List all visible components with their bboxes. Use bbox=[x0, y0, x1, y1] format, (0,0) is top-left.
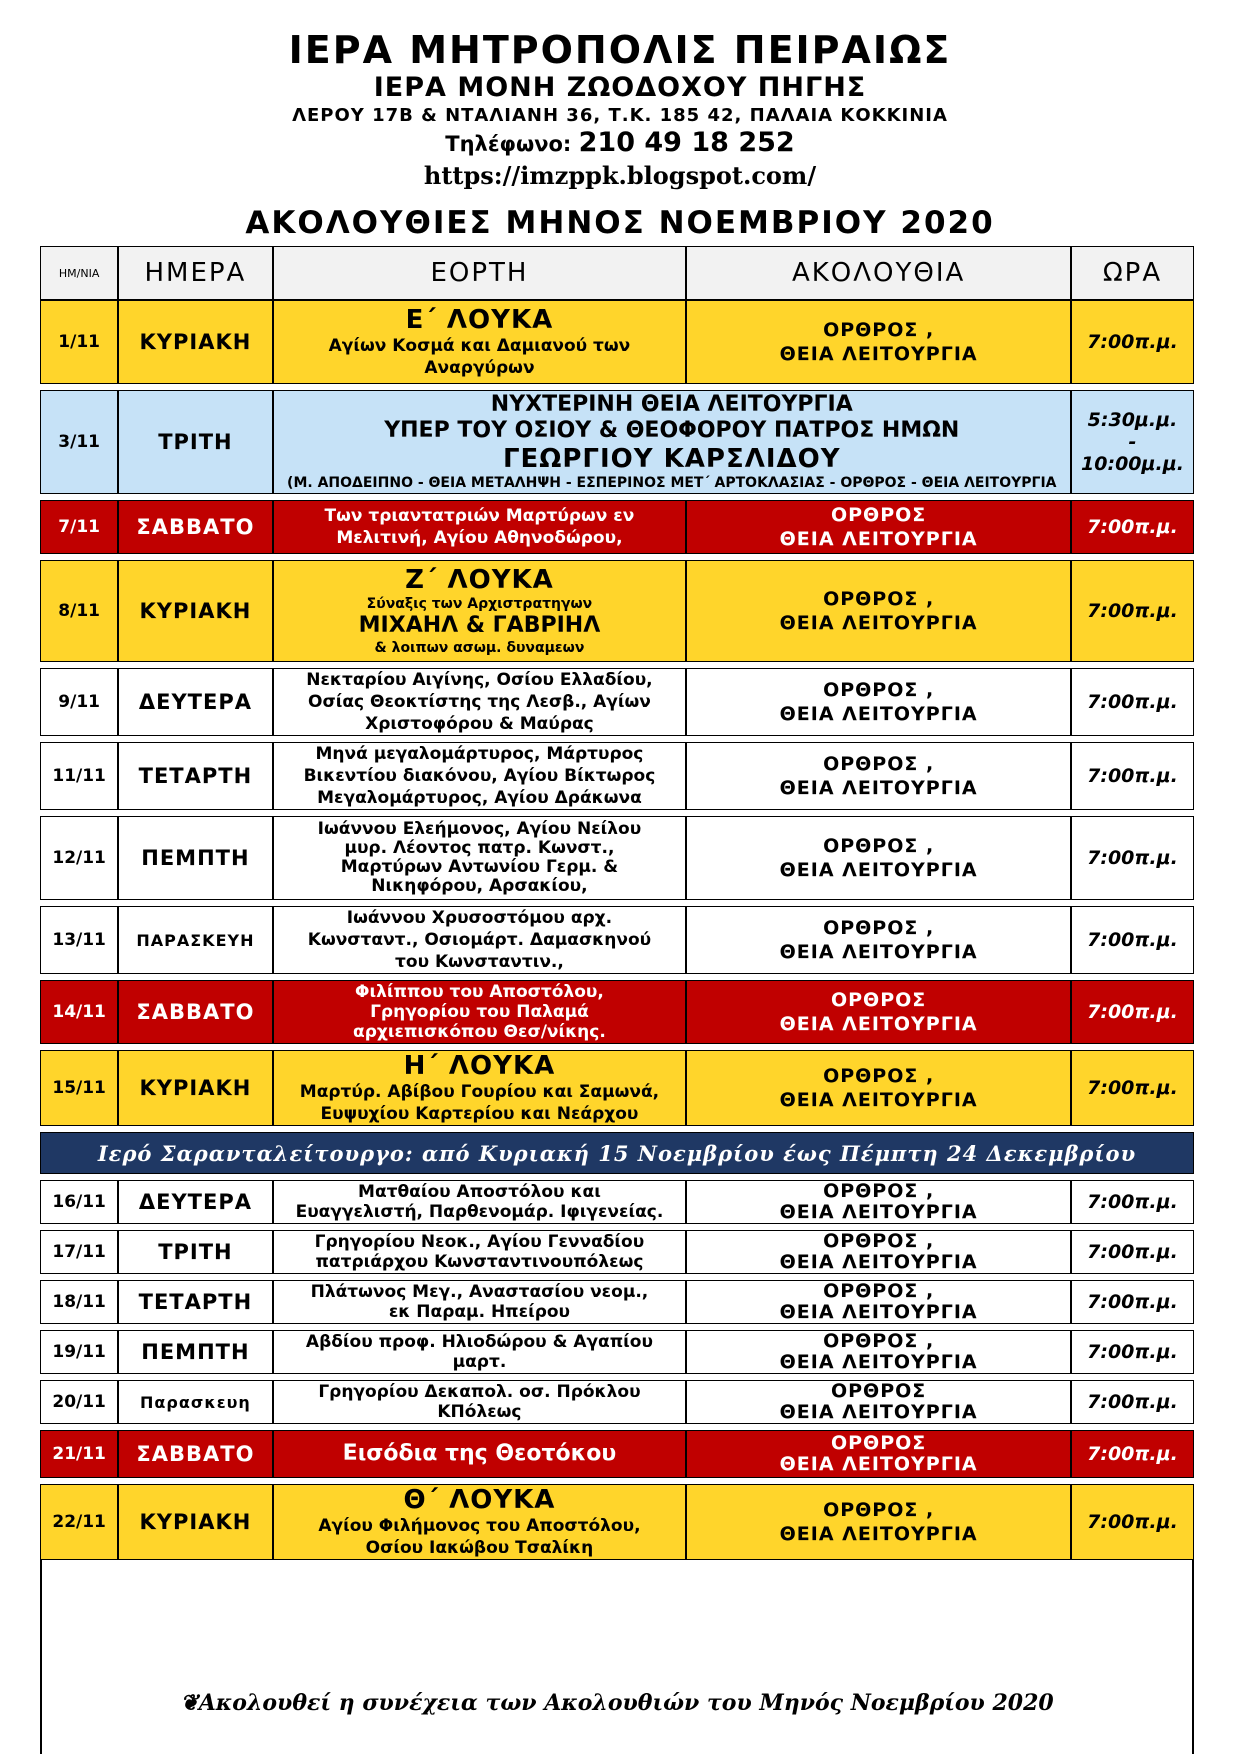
feast-line: Των τριαντατριών Μαρτύρων εν bbox=[324, 506, 635, 526]
row-service bbox=[686, 668, 1071, 736]
service-line: ΘΕΙΑ ΛΕΙΤΟΥΡΓΙΑ bbox=[779, 1089, 978, 1111]
feast-line: Ιωάννου Ελεήμονος, Αγίου Νείλου bbox=[317, 819, 642, 839]
feast-line: Μαρτύρ. Αβίβου Γουρίου και Σαμωνά, bbox=[299, 1082, 660, 1102]
row-date: 21/11 bbox=[40, 1430, 118, 1478]
feast-line: Νεκταρίου Αιγίνης, Οσίου Ελλαδίου, bbox=[306, 670, 653, 690]
service-line: ΘΕΙΑ ΛΕΙΤΟΥΡΓΙΑ bbox=[779, 941, 978, 963]
table-row bbox=[40, 1230, 1194, 1274]
feast-line: Μεγαλομάρτυρος, Αγίου Δράκωνα bbox=[317, 788, 642, 808]
row-service bbox=[686, 742, 1071, 810]
row-time: 7:00π.μ. bbox=[1071, 1430, 1194, 1478]
feast-title: Θ΄ ΛΟΥΚΑ bbox=[403, 1485, 556, 1515]
row-service bbox=[686, 560, 1071, 662]
service-line: ΘΕΙΑ ΛΕΙΤΟΥΡΓΙΑ bbox=[779, 528, 978, 550]
feast-title: ΓΕΩΡΓΙΟΥ ΚΑΡΣΛΙΔΟΥ bbox=[502, 444, 841, 474]
row-time: 7:00π.μ. bbox=[1071, 500, 1194, 554]
row-day: ΤΕΤΑΡΤΗ bbox=[118, 742, 272, 810]
service-line: ΟΡΘΡΟΣ , bbox=[823, 835, 935, 857]
row-service bbox=[686, 1330, 1071, 1374]
row-day: Παρασκευη bbox=[118, 1380, 272, 1424]
time-line: 10:00μ.μ. bbox=[1081, 453, 1184, 475]
row-service bbox=[686, 1380, 1071, 1424]
feast-line: μαρτ. bbox=[452, 1352, 507, 1372]
service-line: ΘΕΙΑ ΛΕΙΤΟΥΡΓΙΑ bbox=[779, 703, 978, 725]
row-date: 7/11 bbox=[40, 500, 118, 554]
continuation-text: Ακολουθεί η συνέχεια των Ακολουθιών του Μηνός Νοεμβρίου 2020 bbox=[198, 1690, 1054, 1716]
service-line: ΟΡΘΡΟΣ , bbox=[823, 753, 935, 775]
table-row bbox=[40, 500, 1194, 554]
feast-line: Γρηγορίου Δεκαπολ. οσ. Πρόκλου bbox=[318, 1382, 641, 1402]
feast-line: Σύναξις των Αρχιστρατηγων bbox=[366, 596, 593, 612]
row-service bbox=[686, 300, 1071, 384]
feast-line: μυρ. Λέοντος πατρ. Κωνστ., bbox=[344, 838, 615, 858]
row-service bbox=[686, 980, 1071, 1044]
page-title: ΑΚΟΛΟΥΘΙΕΣ ΜΗΝΟΣ ΝΟΕΜΒΡΙΟΥ 2020 bbox=[245, 205, 995, 241]
row-date: 16/11 bbox=[40, 1180, 118, 1224]
row-date: 15/11 bbox=[40, 1050, 118, 1126]
feast-line: Γρηγορίου του Παλαμά bbox=[370, 1002, 589, 1022]
col-header-date: ΗΜ/ΝΙΑ bbox=[40, 246, 118, 300]
address: ΛΕΡΟΥ 17Β & ΝΤΑΛΙΑΝΗ 36, Τ.Κ. 185 42, ΠΑΛΑΙΑ ΚΟΚΚΙΝΙΑ bbox=[292, 105, 948, 126]
service-line: ΘΕΙΑ ΛΕΙΤΟΥΡΓΙΑ bbox=[779, 1523, 978, 1545]
time-line: - bbox=[1128, 431, 1137, 453]
row-feast bbox=[273, 742, 687, 810]
table-row bbox=[40, 668, 1194, 736]
feast-line: ΝΥΧΤΕΡΙΝΗ ΘΕΙΑ ΛΕΙΤΟΥΡΓΙΑ bbox=[490, 392, 853, 417]
row-service bbox=[686, 1050, 1071, 1126]
service-line: ΟΡΘΡΟΣ , bbox=[823, 588, 935, 610]
row-feast bbox=[273, 1050, 687, 1126]
row-feast bbox=[273, 1484, 687, 1560]
feast-line: Μελιτινή, Αγίου Αθηνοδώρου, bbox=[336, 528, 623, 548]
table-row bbox=[40, 1484, 1194, 1560]
service-line: ΘΕΙΑ ΛΕΙΤΟΥΡΓΙΑ bbox=[779, 1301, 978, 1323]
row-date: 17/11 bbox=[40, 1230, 118, 1274]
row-time: 7:00π.μ. bbox=[1071, 980, 1194, 1044]
row-day: ΔΕΥΤΕΡΑ bbox=[118, 1180, 272, 1224]
row-feast bbox=[273, 1280, 687, 1324]
table-row bbox=[40, 980, 1194, 1044]
table-row bbox=[40, 1050, 1194, 1126]
row-day: ΚΥΡΙΑΚΗ bbox=[118, 300, 272, 384]
banner-text: Ιερό Σαρανταλείτουργο: από Κυριακή 15 Νοεμβρίου έως Πέμπτη 24 Δεκεμβρίου bbox=[40, 1132, 1194, 1174]
feast-line: & λοιπων ασωμ. δυναμεων bbox=[374, 640, 585, 656]
feast-line: Αγίου Φιλήμονος του Αποστόλου, bbox=[318, 1516, 641, 1536]
row-day: ΤΕΤΑΡΤΗ bbox=[118, 1280, 272, 1324]
document-header bbox=[0, 28, 1240, 193]
service-line: ΘΕΙΑ ΛΕΙΤΟΥΡΓΙΑ bbox=[779, 1013, 978, 1035]
row-feast bbox=[273, 668, 687, 736]
row-service bbox=[686, 816, 1071, 900]
saranteleitourgo-banner bbox=[40, 1132, 1194, 1174]
feast-line: Γρηγορίου Νεοκ., Αγίου Γενναδίου bbox=[314, 1232, 645, 1252]
table-row bbox=[40, 1180, 1194, 1224]
service-line: ΟΡΘΡΟΣ bbox=[830, 989, 927, 1011]
feast-line: Βικεντίου διακόνου, Αγίου Βίκτωρος bbox=[303, 766, 656, 786]
service-line: ΟΡΘΡΟΣ , bbox=[823, 679, 935, 701]
schedule-table bbox=[40, 246, 1194, 1560]
metropolis-name: ΙΕΡΑ ΜΗΤΡΟΠΟΛΙΣ ΠΕΙΡΑΙΩΣ bbox=[288, 28, 952, 72]
table-row bbox=[40, 300, 1194, 384]
row-feast bbox=[273, 1180, 687, 1224]
row-day: ΚΥΡΙΑΚΗ bbox=[118, 1050, 272, 1126]
row-time bbox=[1071, 390, 1194, 494]
service-line: ΟΡΘΡΟΣ bbox=[830, 1380, 927, 1402]
col-header-day: ΗΜΕΡΑ bbox=[118, 246, 272, 300]
row-date: 8/11 bbox=[40, 560, 118, 662]
row-day: ΠΕΜΠΤΗ bbox=[118, 816, 272, 900]
row-feast bbox=[273, 816, 687, 900]
feast-title: Ε΄ ΛΟΥΚΑ bbox=[405, 305, 554, 335]
row-day: ΤΡΙΤΗ bbox=[118, 1230, 272, 1274]
row-feast bbox=[273, 906, 687, 974]
phone-number: 210 49 18 252 bbox=[578, 127, 795, 158]
row-feast bbox=[273, 500, 687, 554]
feast-line: Ιωάννου Χρυσοστόμου αρχ. bbox=[346, 908, 613, 928]
table-row bbox=[40, 390, 1194, 494]
row-time: 7:00π.μ. bbox=[1071, 1230, 1194, 1274]
row-time: 7:00π.μ. bbox=[1071, 300, 1194, 384]
row-feast bbox=[273, 390, 1071, 494]
feast-line: αρχιεπισκόπου Θεσ/νίκης. bbox=[353, 1022, 606, 1042]
time-line: 5:30μ.μ. bbox=[1087, 409, 1178, 431]
feast-title: Η΄ ΛΟΥΚΑ bbox=[403, 1051, 556, 1081]
row-feast bbox=[273, 560, 687, 662]
service-line: ΘΕΙΑ ΛΕΙΤΟΥΡΓΙΑ bbox=[779, 1201, 978, 1223]
row-day: ΠΕΜΠΤΗ bbox=[118, 1330, 272, 1374]
row-date: 14/11 bbox=[40, 980, 118, 1044]
service-line: ΘΕΙΑ ΛΕΙΤΟΥΡΓΙΑ bbox=[779, 343, 978, 365]
feast-line: πατριάρχου Κωνσταντινουπόλεως bbox=[315, 1252, 644, 1272]
row-feast bbox=[273, 1230, 687, 1274]
row-date: 13/11 bbox=[40, 906, 118, 974]
row-time: 7:00π.μ. bbox=[1071, 1280, 1194, 1324]
feast-title: ΜΙΧΑΗΛ & ΓΑΒΡΙΗΛ bbox=[358, 613, 601, 638]
row-day: ΚΥΡΙΑΚΗ bbox=[118, 1484, 272, 1560]
service-line: ΘΕΙΑ ΛΕΙΤΟΥΡΓΙΑ bbox=[779, 1251, 978, 1273]
col-header-feast: ΕΟΡΤΗ bbox=[273, 246, 687, 300]
service-line: ΘΕΙΑ ΛΕΙΤΟΥΡΓΙΑ bbox=[779, 1401, 978, 1423]
continuation-note bbox=[40, 1690, 1194, 1716]
row-service bbox=[686, 1180, 1071, 1224]
col-header-time: ΩΡΑ bbox=[1071, 246, 1194, 300]
row-time: 7:00π.μ. bbox=[1071, 1180, 1194, 1224]
row-service bbox=[686, 1484, 1071, 1560]
row-feast bbox=[273, 1430, 687, 1478]
feast-line: ΚΠόλεως bbox=[437, 1402, 522, 1422]
row-date: 12/11 bbox=[40, 816, 118, 900]
row-date: 20/11 bbox=[40, 1380, 118, 1424]
table-row bbox=[40, 1430, 1194, 1478]
row-day: ΚΥΡΙΑΚΗ bbox=[118, 560, 272, 662]
row-time: 7:00π.μ. bbox=[1071, 1380, 1194, 1424]
col-header-service: ΑΚΟΛΟΥΘΙΑ bbox=[686, 246, 1071, 300]
service-line: ΟΡΘΡΟΣ , bbox=[823, 917, 935, 939]
service-line: ΟΡΘΡΟΣ , bbox=[823, 1065, 935, 1087]
feast-title: Εισόδια της Θεοτόκου bbox=[342, 1441, 617, 1466]
phone bbox=[0, 128, 1240, 159]
table-row bbox=[40, 906, 1194, 974]
table-row bbox=[40, 816, 1194, 900]
row-service bbox=[686, 1280, 1071, 1324]
service-line: ΟΡΘΡΟΣ , bbox=[823, 1230, 935, 1252]
service-line: ΟΡΘΡΟΣ , bbox=[823, 319, 935, 341]
row-feast bbox=[273, 980, 687, 1044]
row-service bbox=[686, 500, 1071, 554]
row-day: ΣΑΒΒΑΤΟ bbox=[118, 980, 272, 1044]
row-date: 1/11 bbox=[40, 300, 118, 384]
row-date: 9/11 bbox=[40, 668, 118, 736]
row-date: 3/11 bbox=[40, 390, 118, 494]
service-line: ΟΡΘΡΟΣ , bbox=[823, 1330, 935, 1352]
row-service bbox=[686, 1430, 1071, 1478]
service-line: ΟΡΘΡΟΣ , bbox=[823, 1180, 935, 1202]
feast-line: του Κωνσταντιν., bbox=[395, 952, 564, 972]
service-line: ΟΡΘΡΟΣ , bbox=[823, 1499, 935, 1521]
row-date: 19/11 bbox=[40, 1330, 118, 1374]
phone-label: Τηλέφωνο: bbox=[445, 132, 572, 156]
service-line: ΟΡΘΡΟΣ bbox=[830, 1432, 927, 1454]
service-line: ΘΕΙΑ ΛΕΙΤΟΥΡΓΙΑ bbox=[779, 1453, 978, 1475]
feast-line: Αγίων Κοσμά και Δαμιανού των bbox=[328, 336, 631, 356]
row-day: ΔΕΥΤΕΡΑ bbox=[118, 668, 272, 736]
row-day: ΤΡΙΤΗ bbox=[118, 390, 272, 494]
feast-line: Αναργύρων bbox=[424, 358, 535, 378]
feast-line: Μηνά μεγαλομάρτυρος, Μάρτυρος bbox=[315, 744, 644, 764]
row-day: ΣΑΒΒΑΤΟ bbox=[118, 1430, 272, 1478]
table-row bbox=[40, 742, 1194, 810]
feast-line: Ματθαίου Αποστόλου και bbox=[358, 1182, 601, 1202]
feast-line: Πλάτωνος Μεγ., Αναστασίου νεομ., bbox=[310, 1282, 649, 1302]
row-service bbox=[686, 906, 1071, 974]
row-date: 11/11 bbox=[40, 742, 118, 810]
monastery-name: ΙΕΡΑ ΜΟΝΗ ΖΩΟΔΟΧΟΥ ΠΗΓΗΣ bbox=[373, 72, 867, 103]
feast-line: Αβδίου προφ. Ηλιοδώρου & Αγαπίου bbox=[305, 1332, 653, 1352]
feast-title: Ζ΄ ΛΟΥΚΑ bbox=[405, 565, 554, 595]
feast-line: ΥΠΕΡ ΤΟΥ ΟΣΙΟΥ & ΘΕΟΦΟΡΟΥ ΠΑΤΡΟΣ ΗΜΩΝ bbox=[384, 418, 960, 443]
blog-url[interactable]: https://imzppk.blogspot.com/ bbox=[423, 161, 817, 190]
table-row bbox=[40, 560, 1194, 662]
feast-note: (Μ. ΑΠΟΔΕΙΠΝΟ - ΘΕΙΑ ΜΕΤΑΛΗΨΗ - ΕΣΠΕΡΙΝΟΣ ΜΕΤ΄ ΑΡΤΟΚΛΑΣΙΑΣ - ΟΡΘΡΟΣ - ΘΕΙΑ ΛΕΙΤΟΥΡΓΙΑ bbox=[287, 475, 1057, 491]
row-time: 7:00π.μ. bbox=[1071, 906, 1194, 974]
service-line: ΘΕΙΑ ΛΕΙΤΟΥΡΓΙΑ bbox=[779, 1351, 978, 1373]
feast-line: Οσίας Θεοκτίστης της Λεσβ., Αγίων bbox=[308, 692, 651, 712]
service-line: ΟΡΘΡΟΣ , bbox=[823, 1280, 935, 1302]
row-feast bbox=[273, 1380, 687, 1424]
row-time: 7:00π.μ. bbox=[1071, 1330, 1194, 1374]
feast-line: Μαρτύρων Αντωνίου Γερμ. & bbox=[340, 857, 619, 877]
feast-line: Κωνσταντ., Οσιομάρτ. Δαμασκηνού bbox=[307, 930, 652, 950]
row-day: ΠΑΡΑΣΚΕΥΗ bbox=[118, 906, 272, 974]
row-time: 7:00π.μ. bbox=[1071, 560, 1194, 662]
row-time: 7:00π.μ. bbox=[1071, 742, 1194, 810]
feast-line: Ευαγγελιστή, Παρθενομάρ. Ιφιγενείας. bbox=[295, 1202, 664, 1222]
feast-line: Οσίου Ιακώβου Τσαλίκη bbox=[365, 1538, 594, 1558]
table-row bbox=[40, 1330, 1194, 1374]
feast-line: εκ Παραμ. Ηπείρου bbox=[388, 1302, 571, 1322]
service-line: ΘΕΙΑ ΛΕΙΤΟΥΡΓΙΑ bbox=[779, 777, 978, 799]
service-line: ΘΕΙΑ ΛΕΙΤΟΥΡΓΙΑ bbox=[779, 859, 978, 881]
service-line: ΟΡΘΡΟΣ bbox=[830, 504, 927, 526]
row-date: 18/11 bbox=[40, 1280, 118, 1324]
fleuron-icon: ❦ bbox=[180, 1690, 199, 1716]
row-date: 22/11 bbox=[40, 1484, 118, 1560]
row-service bbox=[686, 1230, 1071, 1274]
row-time: 7:00π.μ. bbox=[1071, 668, 1194, 736]
row-time: 7:00π.μ. bbox=[1071, 816, 1194, 900]
row-feast bbox=[273, 300, 687, 384]
table-header-row bbox=[40, 246, 1194, 300]
feast-line: Χριστοφόρου & Μαύρας bbox=[365, 714, 594, 734]
service-line: ΘΕΙΑ ΛΕΙΤΟΥΡΓΙΑ bbox=[779, 612, 978, 634]
feast-line: Νικηφόρου, Αρσακίου, bbox=[371, 876, 588, 896]
row-time: 7:00π.μ. bbox=[1071, 1050, 1194, 1126]
table-row bbox=[40, 1280, 1194, 1324]
feast-line: Ευψυχίου Καρτερίου και Νεάρχου bbox=[320, 1104, 639, 1124]
row-day: ΣΑΒΒΑΤΟ bbox=[118, 500, 272, 554]
row-feast bbox=[273, 1330, 687, 1374]
table-row bbox=[40, 1380, 1194, 1424]
row-time: 7:00π.μ. bbox=[1071, 1484, 1194, 1560]
feast-line: Φιλίππου του Αποστόλου, bbox=[355, 982, 604, 1002]
